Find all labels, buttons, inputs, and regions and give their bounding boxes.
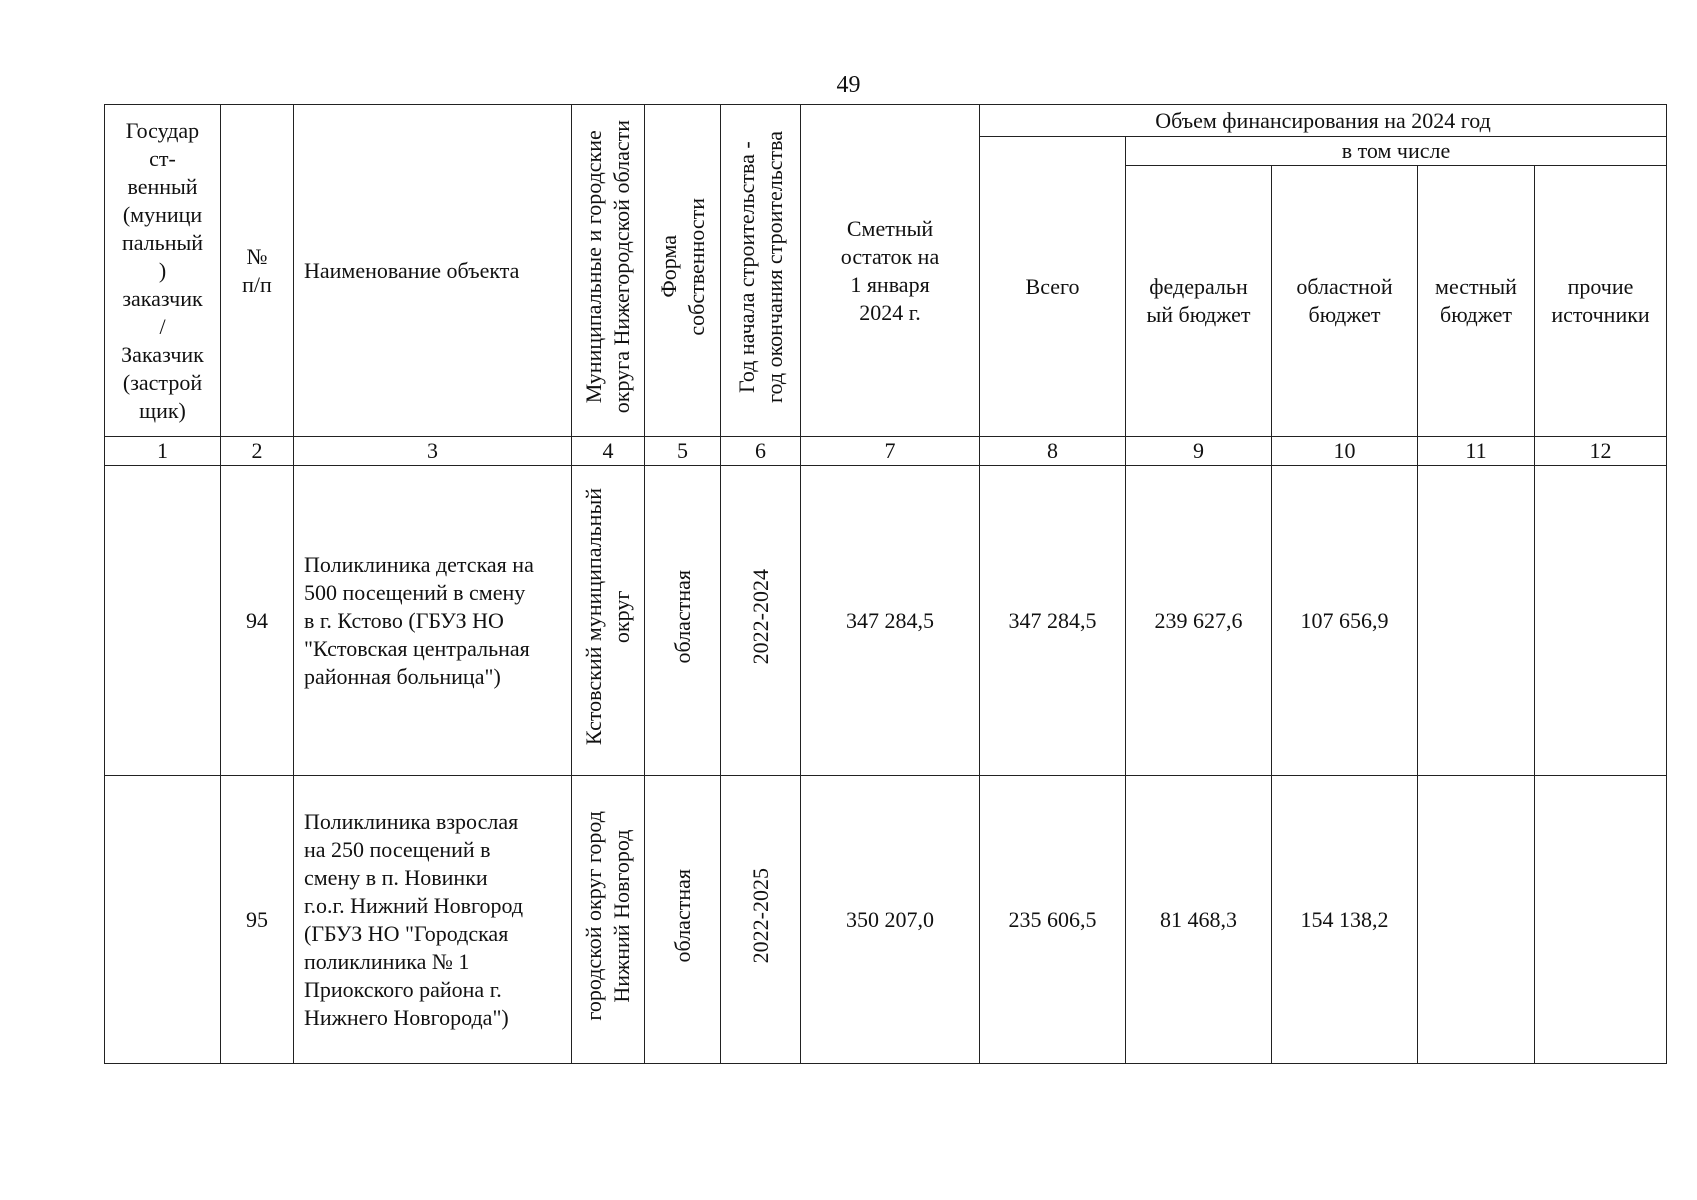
cell-local: [1418, 466, 1535, 776]
cell-years-text: 2022-2025: [747, 868, 773, 964]
column-number: 8: [980, 437, 1126, 466]
cell-ownership-text: областная: [669, 869, 695, 963]
column-number: 5: [645, 437, 721, 466]
cell-municipality-text: городской округ город Нижний Новгород: [581, 811, 634, 1021]
cell-other: [1535, 776, 1667, 1064]
header-num: № п/п: [221, 105, 294, 437]
header-regional: областной бюджет: [1272, 166, 1418, 437]
column-number: 6: [721, 437, 801, 466]
cell-regional: 107 656,9: [1272, 466, 1418, 776]
cell-federal: 81 468,3: [1126, 776, 1272, 1064]
header-row-top: [105, 105, 1667, 137]
cell-estimate: 350 207,0: [801, 776, 980, 1064]
cell-num: 94: [221, 466, 294, 776]
cell-years: [721, 466, 801, 776]
header-local: местный бюджет: [1418, 166, 1535, 437]
cell-num: 95: [221, 776, 294, 1064]
header-years: [721, 105, 801, 437]
cell-total: 235 606,5: [980, 776, 1126, 1064]
header-financing: Объем финансирования на 2024 год: [980, 105, 1667, 137]
header-estimate: Сметный остаток на 1 января 2024 г.: [801, 105, 980, 437]
column-number: 10: [1272, 437, 1418, 466]
cell-object-name: Поликлиника взрослая на 250 посещений в смену в п. Новинки г.о.г. Нижний Новгород (ГБУЗ НО "Городская поликлиника № 1 Приокского района г. Нижнего Новгорода"): [294, 776, 572, 1064]
header-other: прочие источники: [1535, 166, 1667, 437]
table-row: [105, 776, 1667, 1064]
cell-regional: 154 138,2: [1272, 776, 1418, 1064]
cell-federal: 239 627,6: [1126, 466, 1272, 776]
financing-table: [104, 104, 1667, 1064]
cell-ownership: [645, 776, 721, 1064]
column-number: 2: [221, 437, 294, 466]
header-years-text: Год начала строительства - год окончания строительства: [733, 131, 787, 403]
column-number: 4: [572, 437, 645, 466]
cell-other: [1535, 466, 1667, 776]
header-object-name: Наименование объекта: [294, 105, 572, 437]
cell-estimate: 347 284,5: [801, 466, 980, 776]
header-ownership: [645, 105, 721, 437]
header-ownership-text: Форма собственности: [655, 198, 709, 336]
cell-municipality-text: Кстовский муниципальный округ: [581, 488, 634, 746]
header-customer: Государ ст- венный (муници пальный ) заказчик / Заказчик (застрой щик): [105, 105, 221, 437]
header-federal: федеральн ый бюджет: [1126, 166, 1272, 437]
column-number: 1: [105, 437, 221, 466]
column-number-row: [105, 437, 1667, 466]
column-number: 7: [801, 437, 980, 466]
cell-municipality: [572, 466, 645, 776]
cell-years-text: 2022-2024: [747, 569, 773, 665]
column-number: 3: [294, 437, 572, 466]
cell-ownership-text: областная: [669, 570, 695, 664]
cell-municipality: [572, 776, 645, 1064]
cell-local: [1418, 776, 1535, 1064]
cell-customer: [105, 466, 221, 776]
cell-object-name: Поликлиника детская на 500 посещений в смену в г. Кстово (ГБУЗ НО "Кстовская центральная районная больница"): [294, 466, 572, 776]
cell-years: [721, 776, 801, 1064]
header-including: в том числе: [1126, 137, 1667, 166]
cell-total: 347 284,5: [980, 466, 1126, 776]
column-number: 9: [1126, 437, 1272, 466]
header-total: Всего: [980, 137, 1126, 437]
page-number: 49: [836, 72, 861, 98]
table-row: [105, 466, 1667, 776]
header-municipality-text: Муниципальные и городские округа Нижегородской области: [581, 120, 634, 414]
cell-ownership: [645, 466, 721, 776]
header-municipality: [572, 105, 645, 437]
column-number: 11: [1418, 437, 1535, 466]
cell-customer: [105, 776, 221, 1064]
column-number: 12: [1535, 437, 1667, 466]
